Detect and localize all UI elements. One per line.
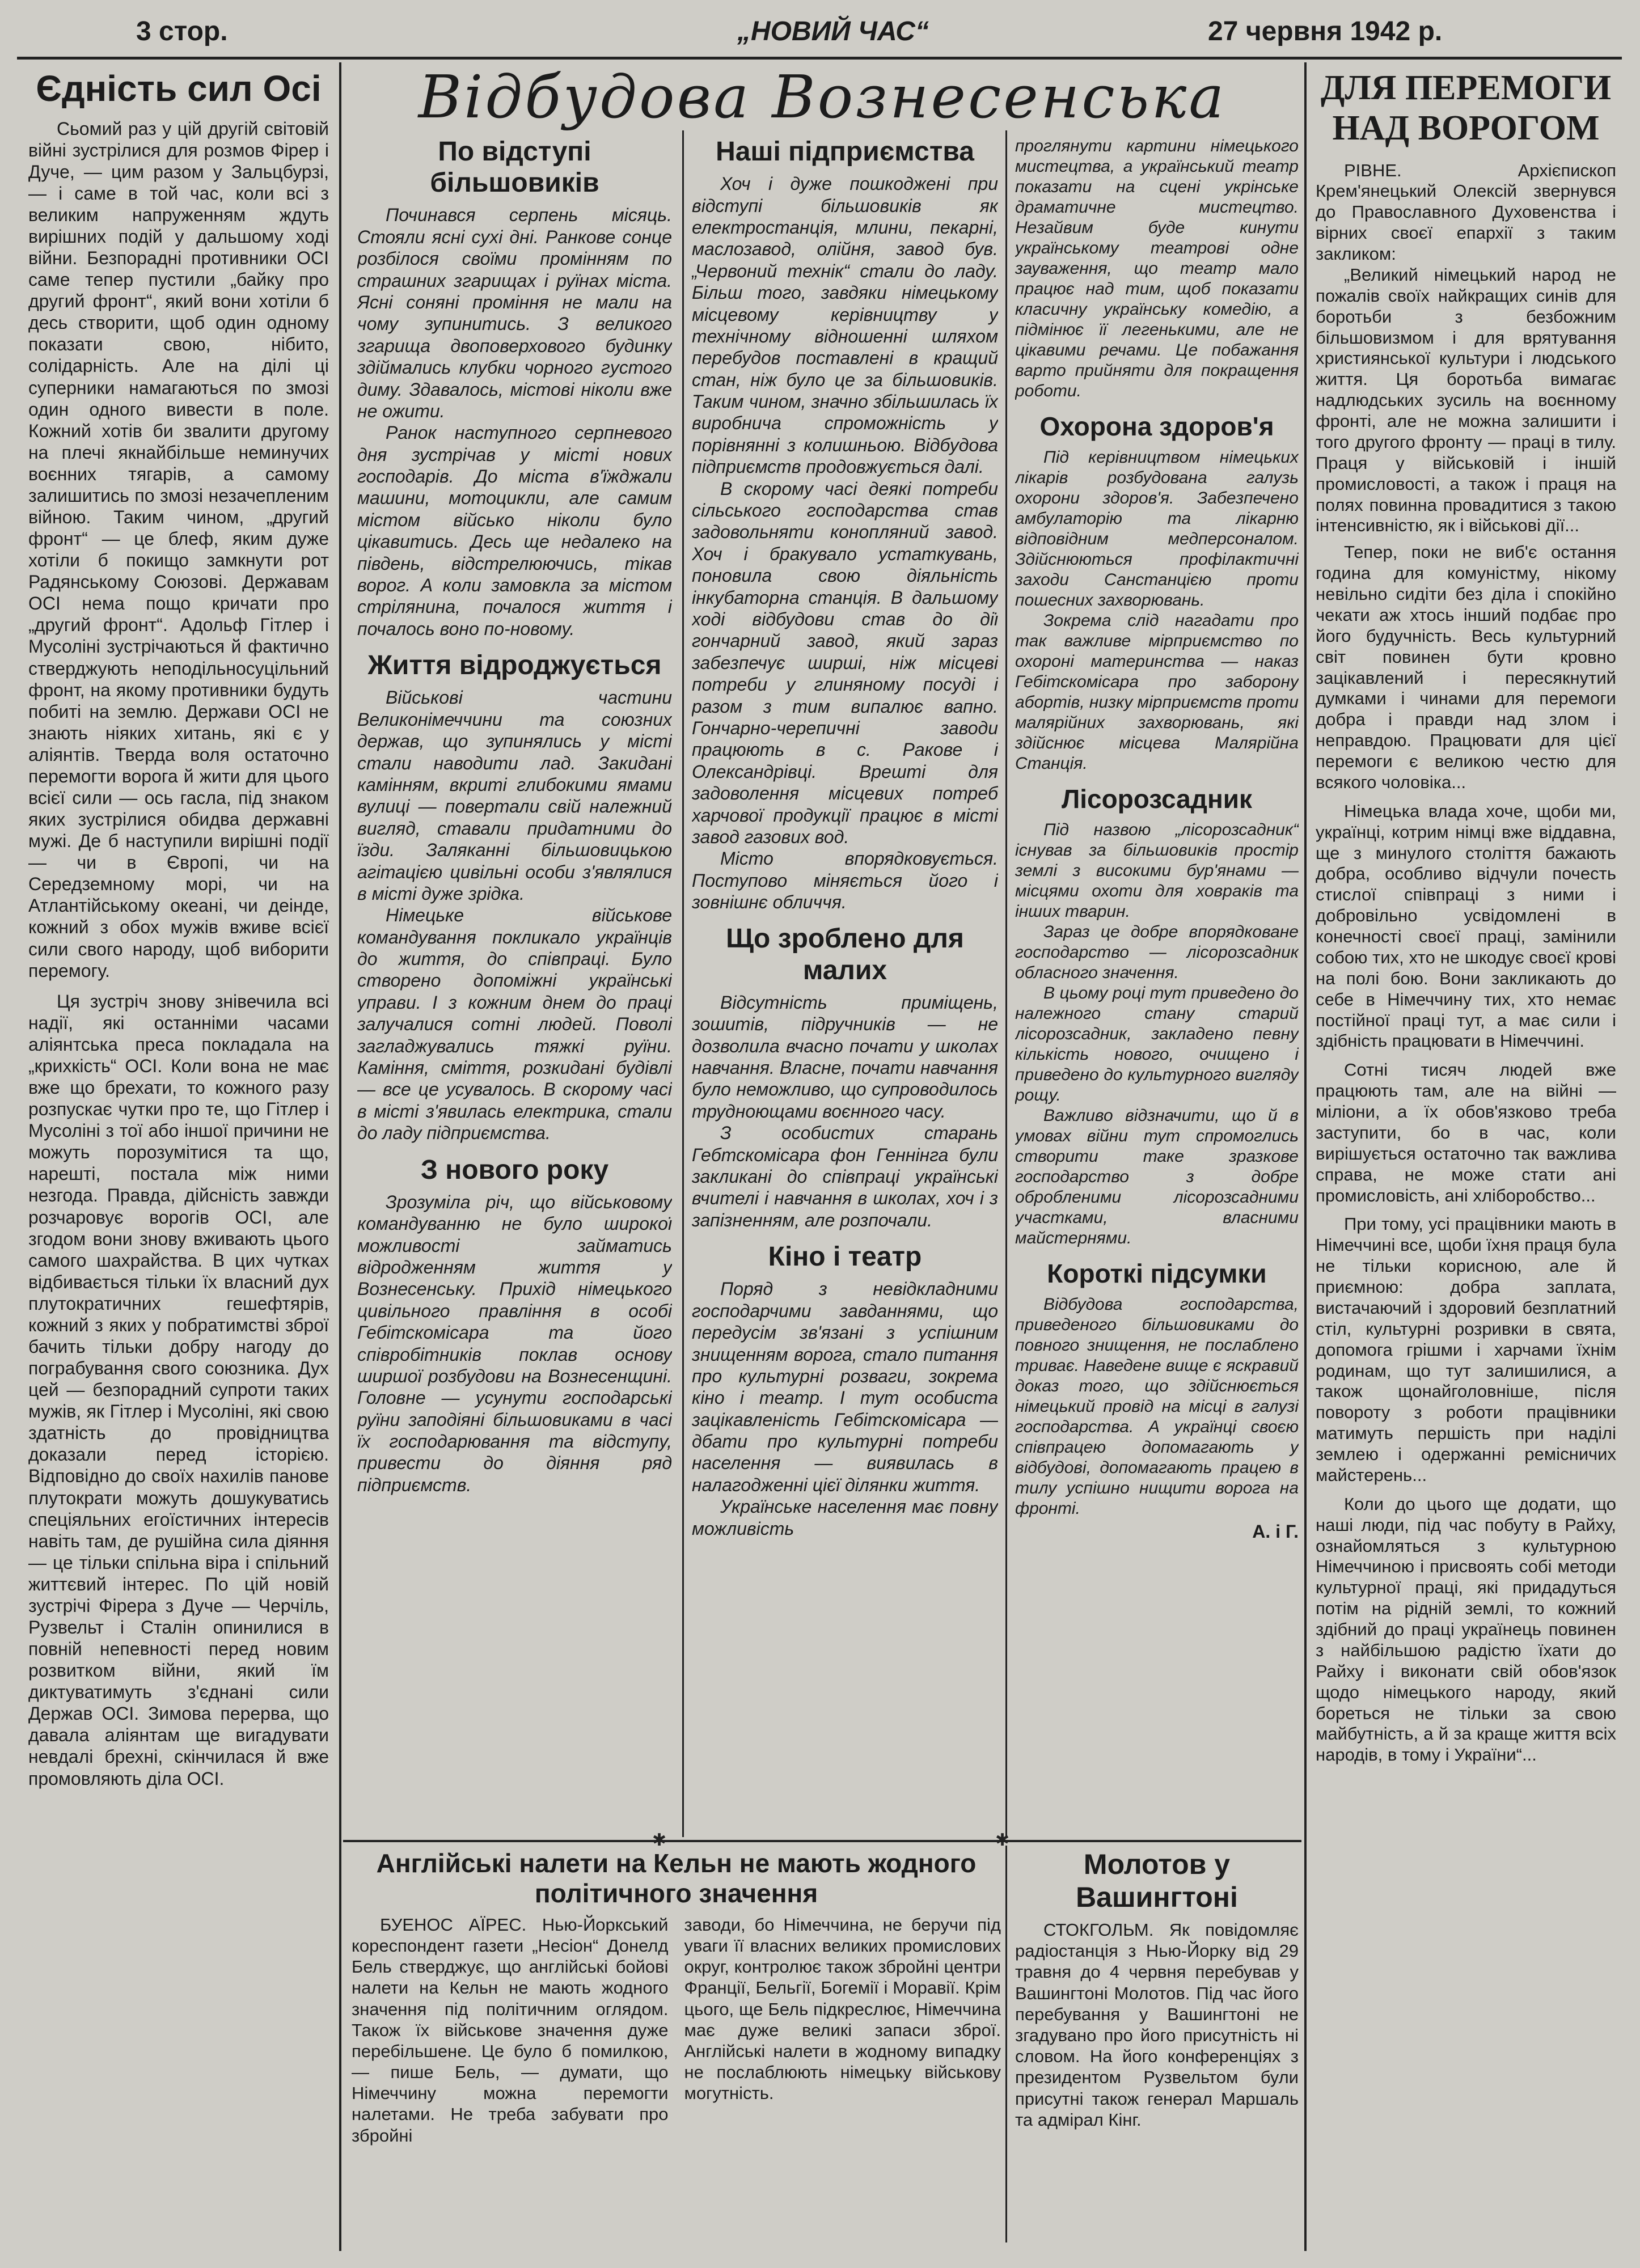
article-body: РІВНЕ. Архієпископ Крем'янецький Олексій звернувся до Православного Духовенства і вірних своєї епархії з таким закликом: „Великий німецький народ не пожалів своїх найкращих синів для боротьби з безбожним більшовизмом і для врятування християнської культури і людського життя. Ця боротьба вимагає надлюдських зусиль на воєнному фронті, але не можна залишити і того другого фронту — праці в тилу. Праця у військовій і іншій промисловості, а також і праця на полях повинна провадитися з такою інтенсивністю, як і військові дії... Тепер, поки не виб'є остання година для комуністму, нікому невільно сидіти без діла і спокійно чекати аж хтось інший подбає про його будучність. Весь культурний світ повинен бути кровно зацікавлений і пересякнутий думками і чинами для перемоги добра і правди над злом і неправдою. Працювати для цієї перемоги є великою честю для всякого чоловіка... Німецька влада хоче, щоби ми, українці, котрим німці вже віддавна, ще з минулого століття бажають добра, особливо відчули почесть стислої співпраці з ними і добровільно усвідомлені в конечності своєї праці, замінили собою тих, хто не шкодує своєї крові на полі бою. Вони закликають до себе в Німеччину тих, хто немає постійної праці тут, а має сили і здібність працювати в Німеччині. Сотні тисяч людей вже працюють там, але на війні — міліони, а їх обов'язково треба заступити, бо в час, коли вирішується остаточно так важлива справа, не може стати ані промисловість, ані хліборобство... При тому, усі працівники мають в Німеччині все, щоби їхня праця була не тільки корисною, але й приємною: добра заплата, вистачаючий і здоровий безплатний стіл, культурні розривки в свята, допомога грішми і харчами їхнім родинам, що тут залишилися, а також щонайголовніше, після повороту з роботи працівники матимуть першість при наділі землею і одержанні ремісничих майстерень... Коли до цього ще додати, що наші люди, під час побуту в Райху, ознайомляться з культурною Німеччиною і присвоять собі методи культурної праці, які придадуться потім на рідній землі, то кожний здібний до праці українець повинен з найбільшою радістю їхати до Райху і виконати свій обов'язок щодо німецького народу, який бореться не тільки за свою майбутність, а й за краще життя всіх народів, в тому і України“... xyxy=(1316,160,1616,1765)
column-rule-1 xyxy=(339,62,341,2251)
article-title: ДЛЯ ПЕРЕМОГИ НАД ВОРОГОМ xyxy=(1320,69,1612,148)
banner xyxy=(346,62,1299,130)
center-column-a xyxy=(357,136,672,1837)
section-title: По відступі більшовиків xyxy=(430,137,599,198)
section-title: Що зроблено для малих xyxy=(726,924,964,985)
section-title: Короткі підсумки xyxy=(1047,1258,1267,1288)
section-nursery: Лісорозсадник Під назвою „лісорозсадник“ існував за більшовиків простір землі з високими бур'янами — місцями охоти для ховраків та інших тварин. Зараз це добре впорядковане господарство — лісорозсадник обласного значення. В цьому році тут приведено до належного стану старий лісорозсадник, закладено певну кількість нового, очищено і приведено до культурного вигляду рощу. Важливо відзначити, що й в умовах війни тут спромоглись створити таке зразкове господарство з добре обробленими лісорозсадними участками, власними майстернями. xyxy=(1015,784,1299,1247)
ornament-star-right: ✱ xyxy=(995,1831,1010,1850)
banner-title: Відбудова Вознесенська xyxy=(418,62,1227,130)
section-cinema-theatre: Кіно і театр Поряд з невідкладними господарчими завданнями, що передусім зв'язані з успішним знищенням ворога, стало питання про культурні розваги, зокрема кіно і театр. І тут особиста зацікавленість Гебітскомісара — дбати про культурні потреби населення — виявилась в налагодженні цієї ділянки життя. Українське населення має повну можливість xyxy=(692,1242,998,1539)
section-summary: Короткі підсумки Відбудова господарства, приведеного більшовиками до повного знищення, не послаблено триває. Наведене вище є яскравий доказ того, що здійснюється німецький провід на місці в галузі господарства. А українці своєю співпрацею допомагають у відбудові, допомагають працею в тилу успішно нищити ворога на фронті. А. і Г. xyxy=(1015,1258,1299,1542)
section-title: Кіно і театр xyxy=(768,1242,922,1272)
column-rule-4 xyxy=(1304,62,1307,2251)
column-rule-2 xyxy=(682,130,684,1837)
author-signature: А. і Г. xyxy=(1252,1521,1299,1542)
article-title: Єдність сил Осі xyxy=(36,68,322,109)
column-rule-3 xyxy=(1005,130,1007,1837)
section-title: Лісорозсадник xyxy=(1061,784,1253,814)
center-bottom-rule xyxy=(343,1840,1301,1842)
article-cologne-raids: Англійські налети на Кельн не мають жодного політичного значення БУЕНОС АЇРЕС. Нью-Йоркський кореспондент газети „Несіон“ Донелд Бель стверджує, що англійські бойові налети на Кельн не мають жодного значення під політичним оглядом. Також їх військове значення дуже перебільшене. Це було б помилкою, — пише Бель, — думати, що Німеччину можна перемогти налетами. Не треба забувати про збройні заводи, бо Німеччина, не беручи під уваги її власних великих промислових округ, контролює також збройні центри Франції, Бельгії, Богемії і Моравії. Крім цього, ще Бель підкреслює, Німеччина має дуже великі запаси зброї. Англійські налети в жодному випадку не послаблюють німецьку військову могутність. xyxy=(352,1848,1001,2146)
issue-date: 27 червня 1942 р. xyxy=(1208,16,1443,46)
page-number: 3 стор. xyxy=(136,16,228,46)
newspaper-name: „НОВИЙ ЧАС“ xyxy=(737,16,929,46)
section-after-retreat: По відступі більшовиків Починався серпень місяць. Стояли ясні сухі дні. Ранкове сонце розбілося своїми промінням по страшних згарищах і руїнах міста. Ясні соняні проміння не мали на чому зупинитись. З великого згарища двоповерхового будинку здіймались клубки чорного густого диму. Здавалось, містові ніколи вже не ожити. Ранок наступного серпневого дня зустрічав у місті нових господарів. До міста в'їжджали машини, мотоцикли, але самим містом військо ніколи було цікавитись. Десь ще недалеко на південь, відстрелюючись, тікав ворог. А коли замовкла за містом стрілянина, почалося життя і почалось воно по-новому. xyxy=(357,137,672,639)
section-title: Наші підприємства xyxy=(716,137,974,167)
center-column-b xyxy=(692,136,998,1837)
article-axis-unity xyxy=(28,68,329,2251)
article-title: Англійські налети на Кельн не мають жодного політичного значення xyxy=(376,1848,977,1908)
article-title: Молотов у Вашингтоні xyxy=(1076,1848,1238,1913)
section-title: Охорона здоров'я xyxy=(1039,412,1274,441)
header-rule xyxy=(17,57,1622,60)
section-title: З нового року xyxy=(420,1154,609,1185)
section-theatre-cont: проглянути картини німецького мистецтва, а український театр показати на сцені укрінське драматичне мистецтво. Незайвим буде кинути українському театрові одне зауваження, що театр мало працює над тим, щоб показати класичну українську комедію, а підмінює її легенькими, але не цікавими речами. Це побажання варто прийняти для покращення роботи. xyxy=(1015,137,1299,400)
article-body: Сьомий раз у цій другій світовій війні зустрілися для розмов Фірер і Дуче, — цим разом у Зальцбурзі, — і саме в той час, коли всі з великим напруженням ждуть вирішних подій у дальшому ході війни. Безпорадні противники ОСІ саме тепер пустили „байку про другий фронт“, який вони хотіли б десь створити, щоб один одному показати свою, нібито, солідарність. Але на ділі ці суперники намагаються по змозі один одного вивести в поле. Кожний хотів би звалити другому на плечі якнайбільше неминучих воєнних тягарів, а самому залишитись по змозі незачепленим війною. Таким чином, „другий фронт“ — це блеф, яким дуже хотіли б покищо замкнути рот Радянському Союзові. Державам ОСІ нема пощо кричати про „другий фронт“. Адольф Гітлер і Мусоліні зустрічаються й фактично стверджують неподільносуцільний фронт, на якому противники будуть побиті на землю. Держави ОСІ не знають ніяких хитань, які є у аліянтів. Тверда воля остаточно перемогти ворога й жити для цього всієї сили — ось гасла, під знаком яких зустрілися обидва державні мужі. Де б наступили вирішні події — чи в Європі, чи на Середземному морі, чи на Атлантійському океані, чи деінде, кожний з обох мужів вживе всієї сили свого народу, щоб виборити перемогу. Ця зустріч знову знівечила всі надії, які останніми часами аліянтська преса покладала на „крихкість“ ОСІ. Коли вона не має вже що брехати, то кожного разу розпускає чутки про те, що Гітлер і Мусоліні з тої або іншої причини не можуть порозумітися та що, нарешті, постала між ними незгода. Правда, дійсність завжди розчаровує ворогів ОСІ, але згодом вони знову вживають цього самого шахрайства. В цих чутках відбивається тільки їх власний дух плутократичних гешефтярів, кожний з яких у побратимстві зброї бачить тільки добру нагоду до пограбування свого союзника. Дух цей — безпорадний супроти таких мужів, як Гітлер і Мусоліні, які свою здатність до провідництва доказали перед історією. Відповідно до своїх нахилів панове плутократи можуть дошукуватись спеціяльних егоїстичних інтересів навіть там, де рушійна сила діяння — це тільки спільна віра і спільний життєвий інтерес. По цій новій зустрічі Фірера з Дуче — Черчіль, Рузвельт і Сталін опинилися в повній непевності перед новим розвитком війни, який їм диктуватимуть з'єднані сили Держав ОСІ. Зимова перерва, що давала аліянтам ще вигадувати невдалі брехні, скінчилася й вже промовляють діла ОСІ. xyxy=(28,118,329,1789)
section-life-revives: Життя відроджується Військові частини Великонімеччини та союзних держав, що зупинялись у місті стали наводити лад. Закидані камінням, вкриті глибокими ямами вулиці — повертали свій належний вигляд, ставали придатними до їзди. Заляканні більшовицькою агітацією цивільні особи з'являлися в місті дуже зрідка. Німецьке військове командування покликало українців до життя, до співпраці. Було створено допоміжні українські управи. І з кожним днем до праці залучалися сотні людей. Поволі загладжувались тяжкі руїни. Каміння, сміття, розкидані будівлі — все це усувалось. В скорому часі в місті з'явилась електрика, стали до ладу підприємства. xyxy=(357,650,672,1144)
article-for-victory xyxy=(1316,68,1616,2251)
section-for-children: Що зроблено для малих Відсутність приміщень, зошитів, підручників — не дозволила вчасно почати у школах навчання. Власне, почати навчання було неможливо, що супроводилось трудноющами воєнного часу. З особистих старань Гебтскомісара фон Геннінга були закликані до співпраці українські вчителі і навчання в школах, хоч і з запізненням, але розпочали. xyxy=(692,924,998,1230)
article-molotov: Молотов у Вашингтоні СТОКГОЛЬМ. Як повідомляє радіостанція з Нью-Йорку від 29 травня до 4 червня перебував у Вашингтоні Молотов. Під час його перебування у Вашингтоні не згадувано про його присутність ні словом. На його конференціях з президентом Рузвельтом були присутні також генерал Маршаль та адмірал Кінг. xyxy=(1015,1848,1299,2130)
center-column-c xyxy=(1015,136,1299,1837)
section-enterprises: Наші підприємства Хоч і дуже пошкоджені при відступі більшовиків як електростанція, млини, пекарні, маслозавод, олійня, завод був. „Червоний технік“ стали до ладу. Більш того, завдяки німецькому місцевому керівництву у технічному відношенні шляхом перебудов поставлені в кращий стан, ніж було це за більшовиків. Таким чином, значно збільшилась їх виробнича спроможність у порівнянні з колишньою. Відбудова підприємств продовжується далі. В скорому часі деякі потреби сільського господарства став задовольняти конопляний завод. Хоч і бракувало устаткувань, поновила свою діяльність інкубаторна станція. В дальшому ході відбудови став до дії гончарний завод, який зараз забезпечує ширші, ніж місцеві потреби у глиняному посуді і разом з тим випалює вапно. Гончарно-черепичні заводи працюють в с. Ракове і Олександрівці. Врешті для задоволення місцевих потреб харчової продукції працює в місті завод газових вод. Місто впорядковується. Поступово міняється його і зовнішнє обличчя. xyxy=(692,137,998,913)
section-health: Охорона здоров'я Під керівництвом німецьких лікарів розбудована галузь охорони здоров'я. Забезпечено амбулаторію та лікарню відповідним медперсоналом. Здійснюються профілактичні заходи Санстанцією проти пошесних захворювань. Зокрема слід нагадати про так важливе мірприємство по охороні материнства — наказ Гебітскомісара про заборону абортів, низку мірприємств проти малярійних захворювань, які здійснює місцева Малярійна Станція. xyxy=(1015,412,1299,773)
bottom-split-rule xyxy=(1005,1846,1007,2242)
section-new-year: З нового року Зрозуміла річ, що військовому командуванню не було широкої можливості займатись відродженням життя у Вознесенську. Прихід німецького цивільного правління в особі Гебітскомісара та його співробітників поклав основу ширшої розбудови на Вознесенщині. Головне — усунути господарські руїни заподіяні більшовиками в часі їх господарювання та відступу, привести до діяння ряд підприємств. xyxy=(357,1154,672,1495)
section-title: Життя відроджується xyxy=(367,650,662,681)
ornament-star-left: ✱ xyxy=(652,1831,667,1850)
